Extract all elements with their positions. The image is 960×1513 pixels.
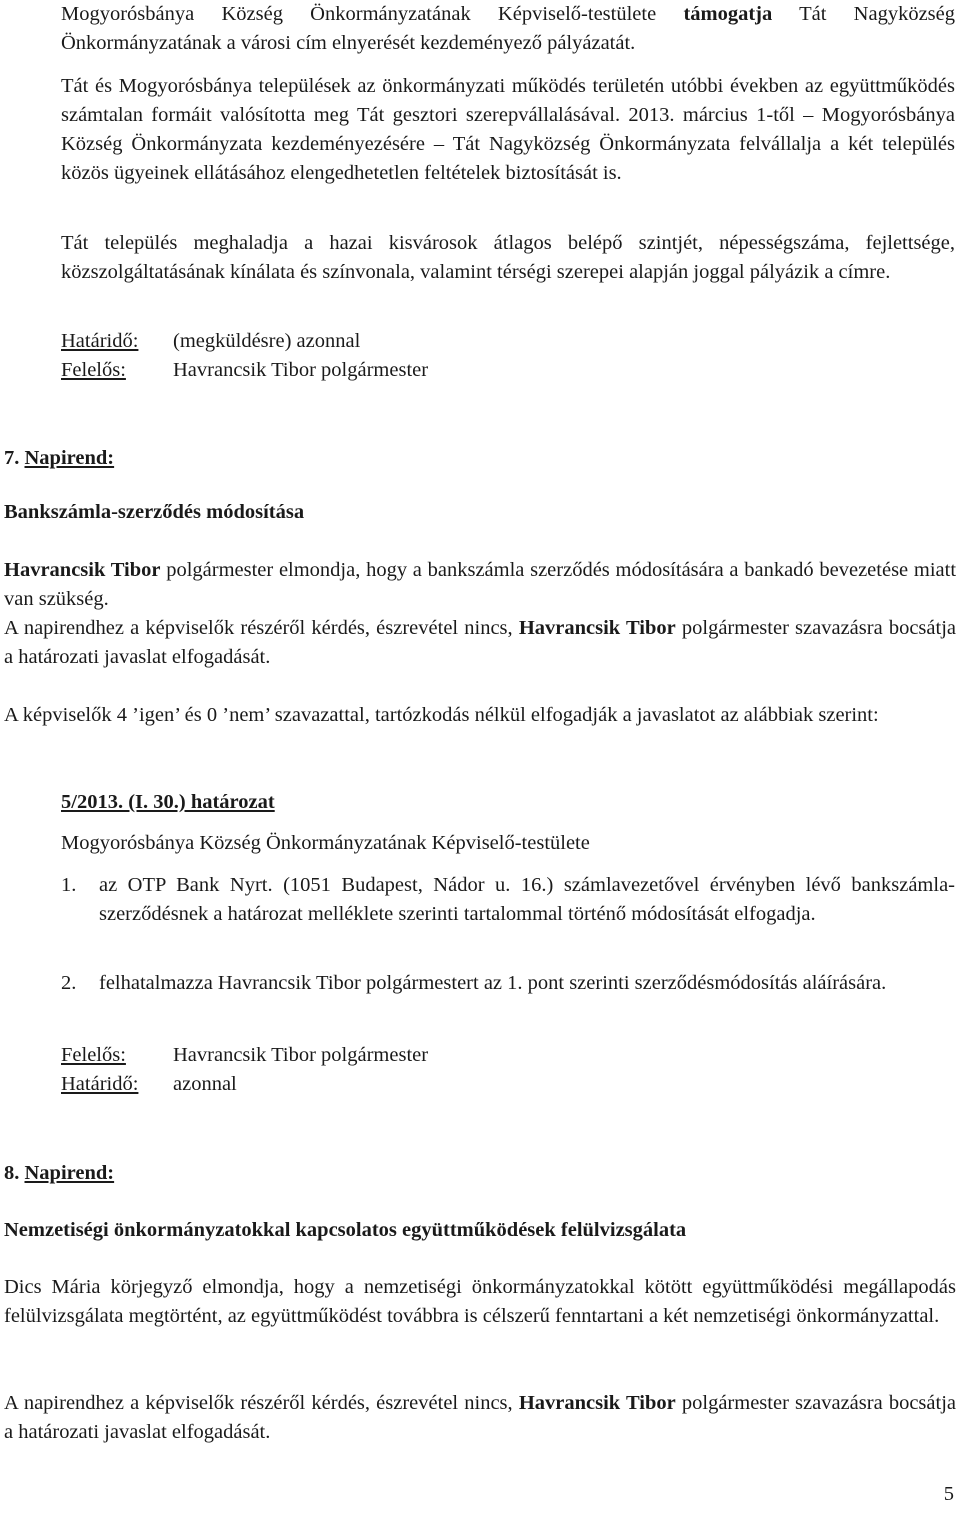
agenda-7-subject: Bankszámla-szerződés módosítása — [4, 501, 305, 523]
agenda-8-intro: Dics Mária körjegyző elmondja, hogy a nemzetiségi önkormányzatokkal kötött együttműködési megállapodás felülvizsgálata megtörtént, az együttműködést továbbra is célszerű fenntartani a két nemzetiségi önkormányzattal. — [4, 1276, 956, 1327]
text-span: polgármester szavazásra bocsátja a határozati javaslat elfogadását. — [4, 617, 956, 668]
town-paragraph: Tát település meghaladja a hazai kisvárosok átlagos belépő szintjét, népességszáma, fejlettsége, közszolgáltatásának kínálata és színvonala, valamint térségi szerepei alapján joggal pályázik a címre. — [61, 232, 955, 283]
agenda-7-vote-result: A képviselők 4 ’igen’ és 0 ’nem’ szavazattal, tartózkodás nélkül elfogadják a javaslatot az alábbiak szerint: — [4, 704, 879, 726]
text-span: A napirendhez a képviselők részéről kérdés, észrevétel nincs, — [4, 617, 519, 639]
deadline-row — [61, 1070, 955, 1099]
speaker-name: Havrancsik Tibor — [4, 559, 161, 581]
responsible-row — [61, 1041, 955, 1070]
responsible-label: Felelős: — [61, 359, 126, 381]
deadline-label: Határidő: — [61, 1073, 139, 1095]
responsible-label: Felelős: — [61, 1044, 126, 1066]
responsible-value: Havrancsik Tibor polgármester — [173, 359, 429, 381]
support-paragraph — [61, 0, 955, 58]
agenda-number: 8. — [4, 1162, 25, 1184]
speaker-name: Havrancsik Tibor — [518, 1392, 676, 1414]
text-span: polgármester elmondja, hogy a bankszámla szerződés módosítására a bankadó bevezetése miatt van szükség. — [4, 559, 957, 610]
text-span: A napirendhez a képviselők részéről kérdés, észrevétel nincs, — [4, 1392, 519, 1414]
cooperation-paragraph: Tát és Mogyorósbánya települések az önkormányzati működés területén utóbbi években az együttműködés számtalan formáit valósította meg Tát gesztori szerepvállalásával. 2013. március 1-től – Mogyorósbánya Község Önkormányzata kezdeményezésére – Tát Nagyközség Önkormányzata felvállalja a két település közös ügyeinek ellátásához elengedhetetlen feltételek biztosítását is. — [61, 75, 955, 184]
deadline-responsible-block — [61, 327, 955, 385]
resolution-title: 5/2013. (I. 30.) határozat — [61, 791, 275, 813]
agenda-7-intro — [4, 556, 956, 614]
item-number: 2. — [61, 972, 77, 994]
speaker-name: Havrancsik Tibor — [518, 617, 676, 639]
text-span: polgármester szavazásra bocsátja a határozati javaslat elfogadását. — [4, 1392, 956, 1443]
text-span: Tát Nagyközség Önkormányzatának a városi cím elnyerését kezdeményező pályázatát. — [61, 3, 955, 54]
item-text: az OTP Bank Nyrt. (1051 Budapest, Nádor u. 16.) számlavezetővel érvényben lévő bankszámla-szerződésnek a határozat melléklete szerinti tartalommal történő módosítását elfogadja. — [99, 874, 955, 925]
responsible-value: Havrancsik Tibor polgármester — [173, 1044, 429, 1066]
responsible-row — [61, 356, 955, 385]
deadline-row — [61, 327, 955, 356]
item-number: 1. — [61, 874, 77, 896]
resolution-item — [61, 969, 955, 998]
deadline-value: (megküldésre) azonnal — [173, 330, 361, 352]
resolution-body: Mogyorósbánya Község Önkormányzatának Képviselő-testülete — [61, 832, 590, 854]
page-number: 5 — [943, 1483, 954, 1505]
text-span: Mogyorósbánya Község Önkormányzatának Képviselő-testülete — [61, 3, 684, 25]
resolution-item — [61, 871, 955, 929]
bold-text: támogatja — [683, 3, 773, 25]
agenda-7-vote-call — [4, 614, 956, 672]
agenda-title: Napirend: — [24, 1162, 115, 1184]
responsible-deadline-block — [61, 1041, 955, 1099]
deadline-label: Határidő: — [61, 330, 139, 352]
agenda-number: 7. — [4, 447, 25, 469]
agenda-8-vote-call — [4, 1389, 956, 1447]
agenda-8-subject: Nemzetiségi önkormányzatokkal kapcsolatos együttműködések felülvizsgálata — [4, 1219, 687, 1241]
agenda-7-heading — [4, 444, 956, 473]
item-text: felhatalmazza Havrancsik Tibor polgármestert az 1. pont szerinti szerződésmódosítás aláírására. — [99, 972, 887, 994]
deadline-value: azonnal — [173, 1073, 237, 1095]
agenda-8-heading — [4, 1159, 956, 1188]
agenda-title: Napirend: — [24, 447, 115, 469]
